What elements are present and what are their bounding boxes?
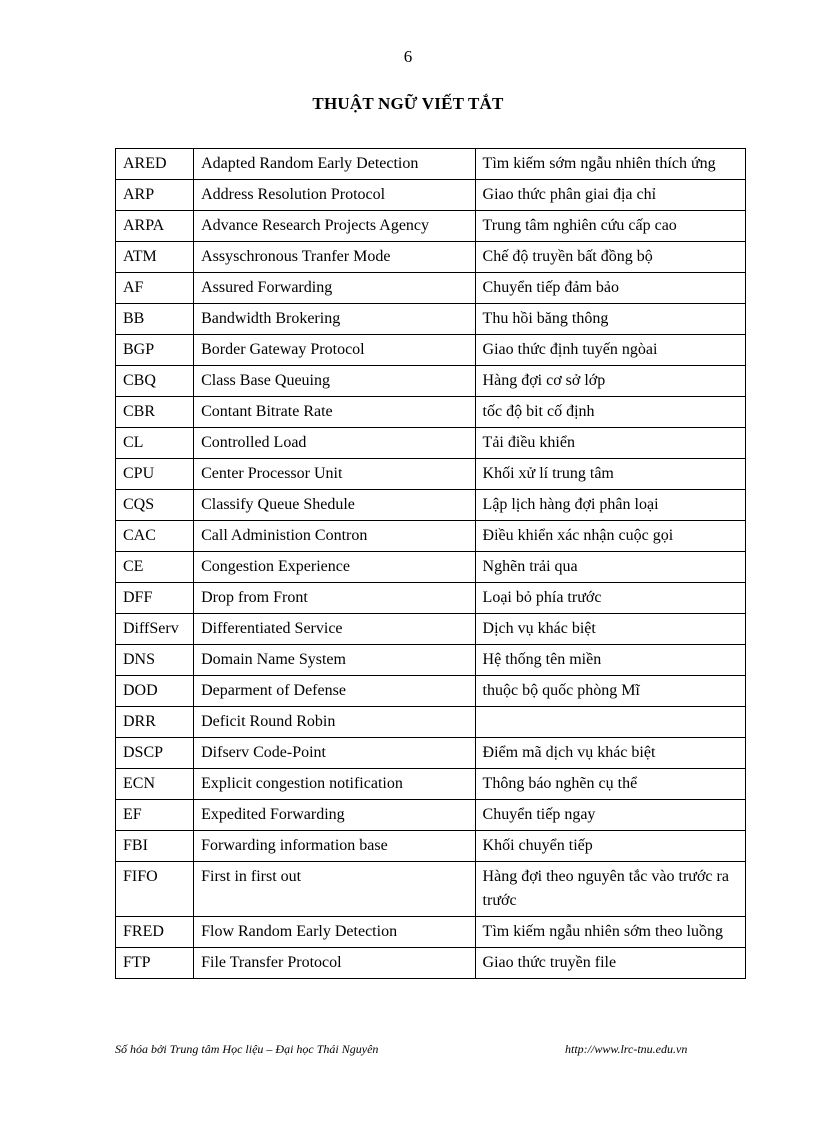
table-row [116, 707, 746, 738]
abbreviation-cell: ARPA [116, 211, 194, 242]
english-term-cell: Advance Research Projects Agency [194, 211, 475, 242]
abbreviation-cell: FRED [116, 917, 194, 948]
vietnamese-term-cell: Thông báo nghẽn cụ thể [475, 769, 745, 800]
english-term-cell: Drop from Front [194, 583, 475, 614]
abbreviation-cell: DRR [116, 707, 194, 738]
english-term-cell: Call Administion Contron [194, 521, 475, 552]
abbreviation-cell: DFF [116, 583, 194, 614]
table-row [116, 428, 746, 459]
english-term-cell: Classify Queue Shedule [194, 490, 475, 521]
table-row [116, 490, 746, 521]
table-row [116, 862, 746, 917]
abbreviation-cell: BB [116, 304, 194, 335]
english-term-cell: Forwarding information base [194, 831, 475, 862]
english-term-cell: Domain Name System [194, 645, 475, 676]
vietnamese-term-cell: Nghẽn trải qua [475, 552, 745, 583]
english-term-cell: Controlled Load [194, 428, 475, 459]
english-term-cell: Center Processor Unit [194, 459, 475, 490]
abbreviation-cell: CBR [116, 397, 194, 428]
abbreviation-cell: DOD [116, 676, 194, 707]
table-row [116, 242, 746, 273]
vietnamese-term-cell: Thu hồi băng thông [475, 304, 745, 335]
footer-credit: Số hóa bởi Trung tâm Học liệu – Đại học Thái Nguyên [115, 1042, 379, 1056]
abbreviation-cell: ECN [116, 769, 194, 800]
abbreviation-cell: CQS [116, 490, 194, 521]
abbreviation-cell: FBI [116, 831, 194, 862]
page-number: 6 [403, 47, 413, 66]
english-term-cell: First in first out [194, 862, 475, 917]
table-row [116, 583, 746, 614]
english-term-cell: Bandwidth Brokering [194, 304, 475, 335]
english-term-cell: Assyschronous Tranfer Mode [194, 242, 475, 273]
table-row [116, 366, 746, 397]
abbreviation-cell: CL [116, 428, 194, 459]
english-term-cell: Contant Bitrate Rate [194, 397, 475, 428]
table-row [116, 180, 746, 211]
table-row [116, 397, 746, 428]
abbreviation-cell: CE [116, 552, 194, 583]
table-row [116, 948, 746, 979]
table-row [116, 149, 746, 180]
abbreviation-cell: DiffServ [116, 614, 194, 645]
vietnamese-term-cell: Hàng đợi theo nguyên tắc vào trước ra trước [475, 862, 745, 917]
table-row [116, 459, 746, 490]
table-row [116, 273, 746, 304]
table-row [116, 335, 746, 366]
table-row [116, 831, 746, 862]
vietnamese-term-cell: Hàng đợi cơ sở lớp [475, 366, 745, 397]
english-term-cell: Assured Forwarding [194, 273, 475, 304]
english-term-cell: Deparment of Defense [194, 676, 475, 707]
abbreviation-table [115, 148, 746, 979]
page-title: THUẬT NGỮ VIẾT TẮT [312, 94, 504, 113]
vietnamese-term-cell: Tìm kiếm ngẫu nhiên sớm theo luồng [475, 917, 745, 948]
abbreviation-cell: EF [116, 800, 194, 831]
vietnamese-term-cell: Điểm mã dịch vụ khác biệt [475, 738, 745, 769]
vietnamese-term-cell: Trung tâm nghiên cứu cấp cao [475, 211, 745, 242]
vietnamese-term-cell: Tìm kiếm sớm ngẫu nhiên thích ứng [475, 149, 745, 180]
abbreviation-cell: CAC [116, 521, 194, 552]
vietnamese-term-cell: Chuyển tiếp ngay [475, 800, 745, 831]
table-row [116, 800, 746, 831]
vietnamese-term-cell: Giao thức truyền file [475, 948, 745, 979]
vietnamese-term-cell: Tải điều khiển [475, 428, 745, 459]
table-row [116, 211, 746, 242]
english-term-cell: Expedited Forwarding [194, 800, 475, 831]
english-term-cell: Explicit congestion notification [194, 769, 475, 800]
english-term-cell: Address Resolution Protocol [194, 180, 475, 211]
vietnamese-term-cell: Giao thức phân giai địa chỉ [475, 180, 745, 211]
vietnamese-term-cell: tốc độ bit cố định [475, 397, 745, 428]
table-row [116, 521, 746, 552]
table-row [116, 769, 746, 800]
table-row [116, 917, 746, 948]
vietnamese-term-cell: thuộc bộ quốc phòng Mĩ [475, 676, 745, 707]
table-row [116, 304, 746, 335]
english-term-cell: Deficit Round Robin [194, 707, 475, 738]
vietnamese-term-cell: Giao thức định tuyến ngòai [475, 335, 745, 366]
abbreviation-cell: ATM [116, 242, 194, 273]
english-term-cell: Congestion Experience [194, 552, 475, 583]
vietnamese-term-cell [475, 707, 745, 738]
vietnamese-term-cell: Lập lịch hàng đợi phân loại [475, 490, 745, 521]
footer-url[interactable]: http://www.lrc-tnu.edu.vn [565, 1042, 688, 1056]
abbreviation-cell: DSCP [116, 738, 194, 769]
vietnamese-term-cell: Chế độ truyền bất đồng bộ [475, 242, 745, 273]
abbreviation-cell: BGP [116, 335, 194, 366]
abbreviation-cell: CPU [116, 459, 194, 490]
vietnamese-term-cell: Điều khiển xác nhận cuộc gọi [475, 521, 745, 552]
english-term-cell: Border Gateway Protocol [194, 335, 475, 366]
abbreviation-cell: ARED [116, 149, 194, 180]
table-row [116, 614, 746, 645]
vietnamese-term-cell: Chuyển tiếp đảm bảo [475, 273, 745, 304]
vietnamese-term-cell: Khối chuyển tiếp [475, 831, 745, 862]
english-term-cell: File Transfer Protocol [194, 948, 475, 979]
table-row [116, 676, 746, 707]
abbreviation-cell: AF [116, 273, 194, 304]
english-term-cell: Differentiated Service [194, 614, 475, 645]
table-row [116, 738, 746, 769]
vietnamese-term-cell: Hệ thống tên miền [475, 645, 745, 676]
abbreviation-cell: CBQ [116, 366, 194, 397]
english-term-cell: Adapted Random Early Detection [194, 149, 475, 180]
abbreviation-cell: FIFO [116, 862, 194, 917]
abbreviation-cell: DNS [116, 645, 194, 676]
table-row [116, 645, 746, 676]
vietnamese-term-cell: Loại bỏ phía trước [475, 583, 745, 614]
english-term-cell: Class Base Queuing [194, 366, 475, 397]
english-term-cell: Difserv Code-Point [194, 738, 475, 769]
english-term-cell: Flow Random Early Detection [194, 917, 475, 948]
abbreviation-cell: ARP [116, 180, 194, 211]
table-row [116, 552, 746, 583]
abbreviation-cell: FTP [116, 948, 194, 979]
vietnamese-term-cell: Khối xử lí trung tâm [475, 459, 745, 490]
vietnamese-term-cell: Dịch vụ khác biệt [475, 614, 745, 645]
